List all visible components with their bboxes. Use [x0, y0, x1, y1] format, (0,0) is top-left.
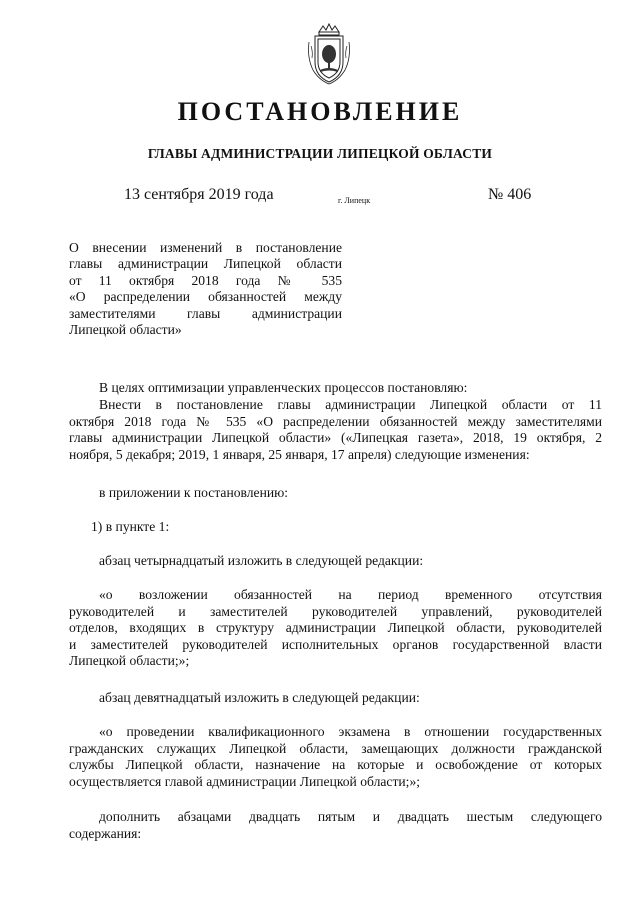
subject-line: Липецкой области»	[69, 322, 182, 338]
paragraph-line: октября 2018 года № 535 «О распределении обязанностей между заместителями	[69, 413, 602, 429]
body-paragraph-6	[69, 587, 602, 670]
document-city: г. Липецк	[338, 196, 371, 205]
paragraph-text: 1) в пункте 1:	[91, 519, 170, 534]
document-subtitle: ГЛАВЫ АДМИНИСТРАЦИИ ЛИПЕЦКОЙ ОБЛАСТИ	[147, 146, 493, 161]
paragraph-line: ноября, 5 декабря; 2019, 1 января, 25 января, 17 апреля) следующие изменения:	[69, 446, 530, 462]
body-paragraph-1	[69, 380, 602, 397]
paragraph-text: в приложении к постановлению:	[99, 485, 289, 500]
body-paragraph-2	[69, 397, 602, 463]
coat-of-arms-icon	[305, 22, 353, 86]
subject-line: от 11 октября 2018 года № 535	[69, 272, 342, 288]
paragraph-line: Внести в постановление главы администрации Липецкой области от 11	[99, 397, 602, 412]
body-paragraph-5	[69, 553, 602, 570]
paragraph-line: отделов, входящих в структуру администрации Липецкой области, руководителей	[69, 620, 602, 635]
paragraph-line: службы Липецкой области, назначение на которые и освобождение от которых	[69, 757, 602, 772]
subject-line: главы администрации Липецкой области	[69, 256, 342, 272]
document-date: 13 сентября 2019 года	[124, 186, 274, 203]
paragraph-text: В целях оптимизации управленческих процессов постановляю:	[99, 380, 468, 395]
paragraph-line: дополнить абзацами двадцать пятым и двадцать шестым следующего	[99, 809, 602, 824]
paragraph-text: абзац девятнадцатый изложить в следующей редакции:	[99, 690, 420, 705]
subject-line: заместителями главы администрации	[69, 305, 342, 321]
paragraph-line: гражданских служащих Липецкой области, замещающих должности гражданской	[69, 740, 602, 756]
body-paragraph-8	[69, 724, 602, 790]
paragraph-line: и заместителей руководителей исполнительных органов государственной власти	[69, 636, 602, 652]
subject-line: О внесении изменений в постановление	[69, 240, 342, 255]
document-subject	[69, 240, 342, 338]
body-paragraph-4	[69, 519, 602, 536]
paragraph-line: главы администрации Липецкой области» («Липецкая газета», 2018, 19 октября, 2	[69, 430, 602, 445]
document-title: ПОСТАНОВЛЕНИЕ	[177, 97, 463, 126]
paragraph-line: руководителей и заместителей руководителей управлений, руководителей	[69, 603, 602, 619]
paragraph-line: содержания:	[69, 825, 142, 841]
paragraph-line: «о возложении обязанностей на период временного отсутствия	[99, 587, 602, 602]
body-paragraph-9	[69, 809, 602, 842]
subject-line: «О распределении обязанностей между	[69, 289, 342, 305]
body-paragraph-7	[69, 690, 602, 707]
paragraph-line: осуществляется главой администрации Липецкой области;»;	[69, 773, 421, 789]
body-paragraph-3	[69, 485, 602, 502]
document-number: № 406	[488, 186, 532, 203]
paragraph-line: Липецкой области;»;	[69, 653, 190, 668]
paragraph-text: абзац четырнадцатый изложить в следующей редакции:	[99, 553, 424, 568]
paragraph-line: «о проведении квалификационного экзамена в отношении государственных	[99, 724, 602, 739]
